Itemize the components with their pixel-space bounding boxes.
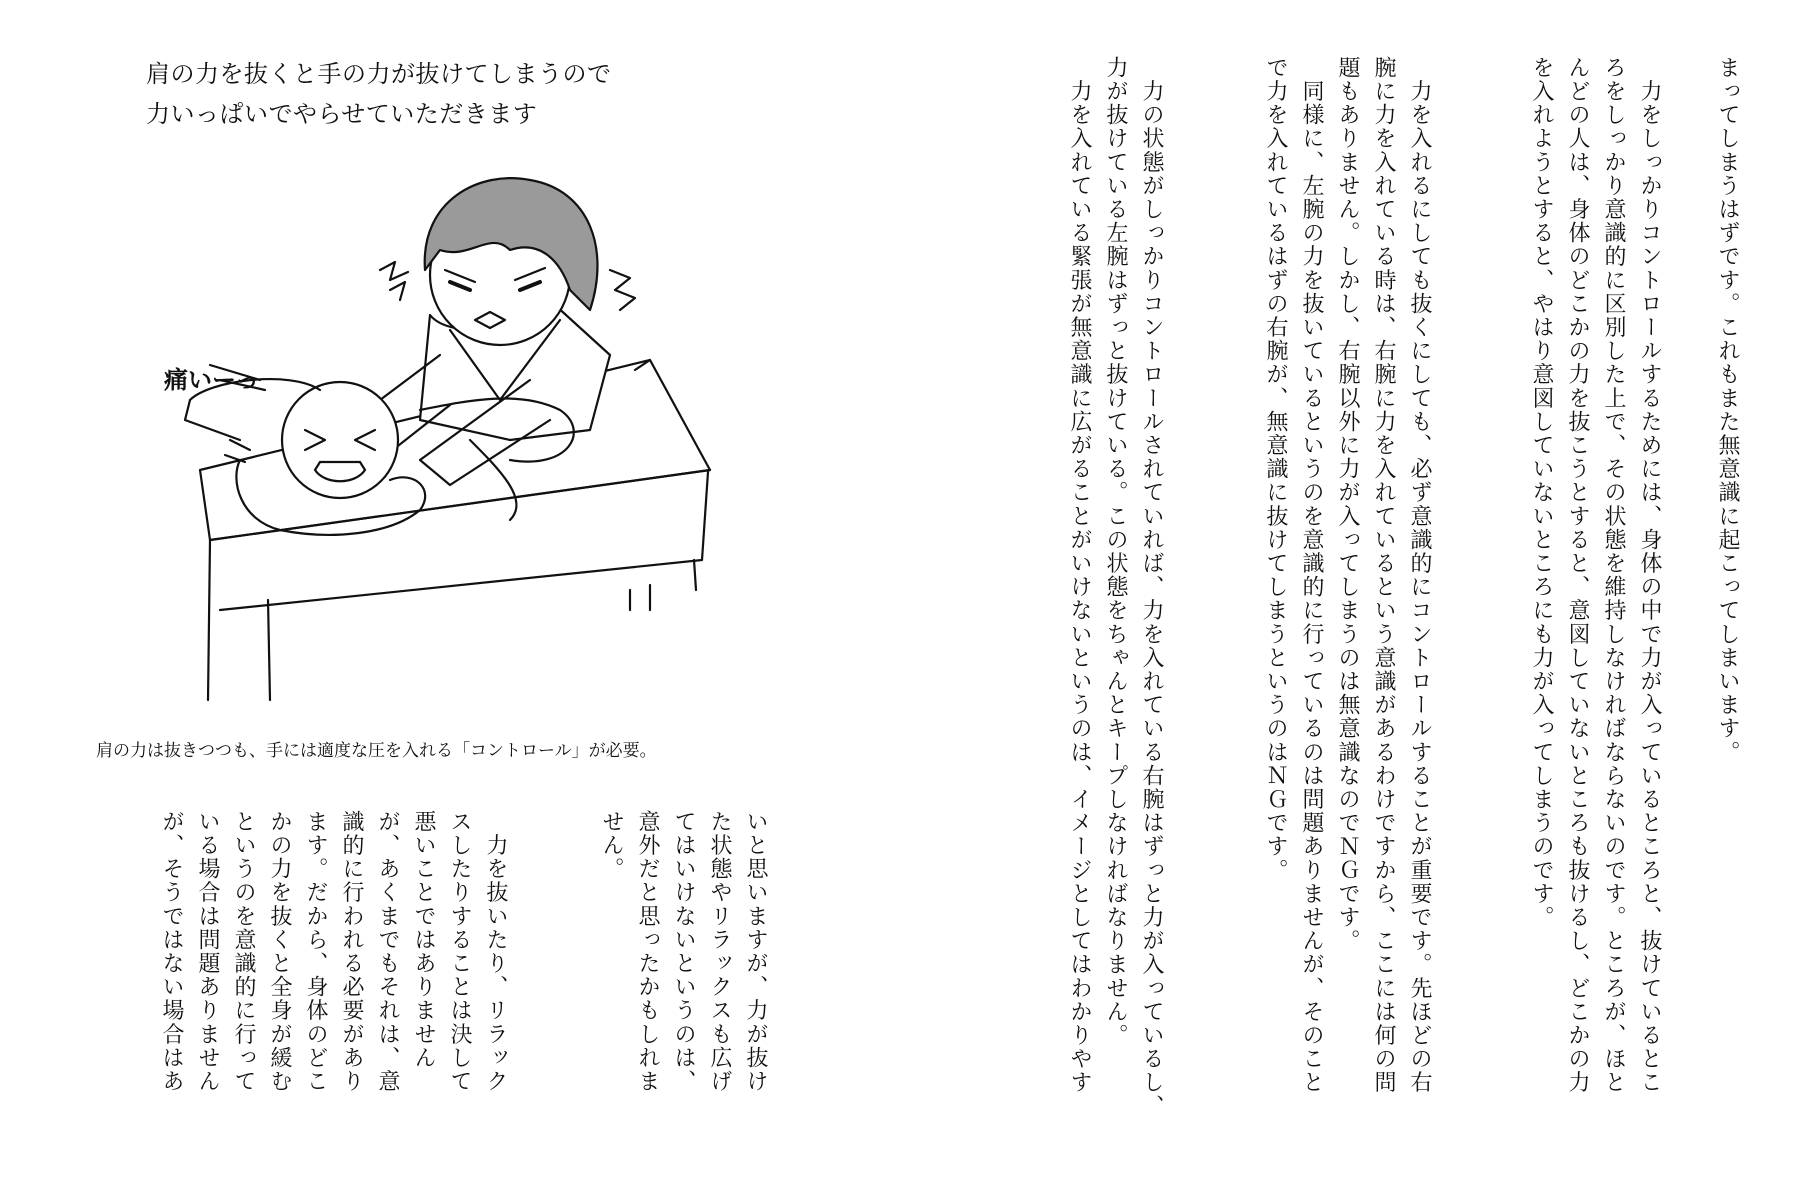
left-text-col-10: が、あくまでもそれは、意	[375, 810, 400, 1094]
right-text-col-10: 同様に、左腕の力を抜いているというのを意識的に行っているのは問題ありませんが、そのこと	[1299, 56, 1324, 1095]
speech-line-1: 肩の力を抜くと手の力が抜けてしまうので	[146, 60, 612, 88]
figure-caption: 肩の力は抜きつつも、手には適度な圧を入れる「コントロール」が必要。	[96, 741, 657, 761]
right-text-col-4: んどの人は、身体のどこかの力を抜こうとすると、意図していないところも抜けるし、どこかの力	[1565, 56, 1590, 1095]
right-text-col-8: 腕に力を入れている時は、右腕に力を入れているという意識があるわけですから、ここには何の問	[1371, 56, 1396, 1095]
left-text-col-12: ます。だから、身体のどこ	[303, 810, 328, 1094]
left-text-col-13: かの力を抜くと全身が緩む	[267, 810, 292, 1094]
right-text-col-5: を入れようとすると、やはり意図していないところにも力が入ってしまうのです。	[1529, 56, 1554, 930]
left-text-col-2: た状態やリラックスも広げ	[707, 810, 732, 1094]
left-text-col-3: てはいけないというのは、	[671, 810, 696, 1094]
massage-illustration	[90, 140, 730, 720]
speech-line-2: 力いっぱいでやらせていただきます	[146, 100, 538, 128]
right-text-col-1: まってしまうはずです。これもまた無意識に起こってしまいます。	[1715, 56, 1740, 764]
left-text-col-15: いる場合は問題ありません	[195, 810, 220, 1094]
left-text-col-7: 力を抜いたり、リラック	[483, 810, 508, 1094]
left-text-col-9: 悪いことではありません	[411, 810, 436, 1070]
right-text-col-15: 力を入れている緊張が無意識に広がることがいけないというのは、イメージとしてはわかりやす	[1067, 56, 1092, 1095]
right-text-col-9: 題もありません。しかし、右腕以外に力が入ってしまうのは無意識なのでＮＧです。	[1335, 56, 1360, 953]
left-text-col-4: 意外だと思ったかもしれま	[635, 810, 660, 1094]
left-text-col-16: が、そうではない場合はあ	[159, 810, 184, 1094]
right-text-col-14: 力が抜けている左腕はずっと抜けている。この状態をちゃんとキープしなければなりません。	[1103, 56, 1128, 1048]
right-text-col-13: 力の状態がしっかりコントロールされていれば、力を入れている右腕はずっと力が入っているし、	[1139, 56, 1164, 1118]
right-text-col-3: ろをしっかり意識的に区別した上で、その状態を維持しなければならないのです。ところが、ほと	[1601, 56, 1626, 1095]
right-text-col-11: で力を入れているはずの右腕が、無意識に抜けてしまうというのはＮＧです。	[1263, 56, 1288, 882]
left-text-col-14: というのを意識的に行って	[231, 810, 256, 1094]
right-text-col-7: 力を入れるにしても抜くにしても、必ず意識的にコントロールすることが重要です。先ほどの右	[1407, 56, 1432, 1095]
patient-exclamation: 痛いーっ	[164, 366, 260, 394]
left-text-col-5: せん。	[599, 810, 624, 881]
right-text-col-2: 力をしっかりコントロールするためには、身体の中で力が入っているところと、抜けているとこ	[1637, 56, 1662, 1095]
left-text-col-11: 識的に行われる必要があり	[339, 810, 364, 1094]
illustration-speech	[146, 54, 612, 134]
left-text-col-1: いと思いますが、力が抜け	[743, 810, 768, 1094]
left-text-col-8: スしたりすることは決して	[447, 810, 472, 1094]
